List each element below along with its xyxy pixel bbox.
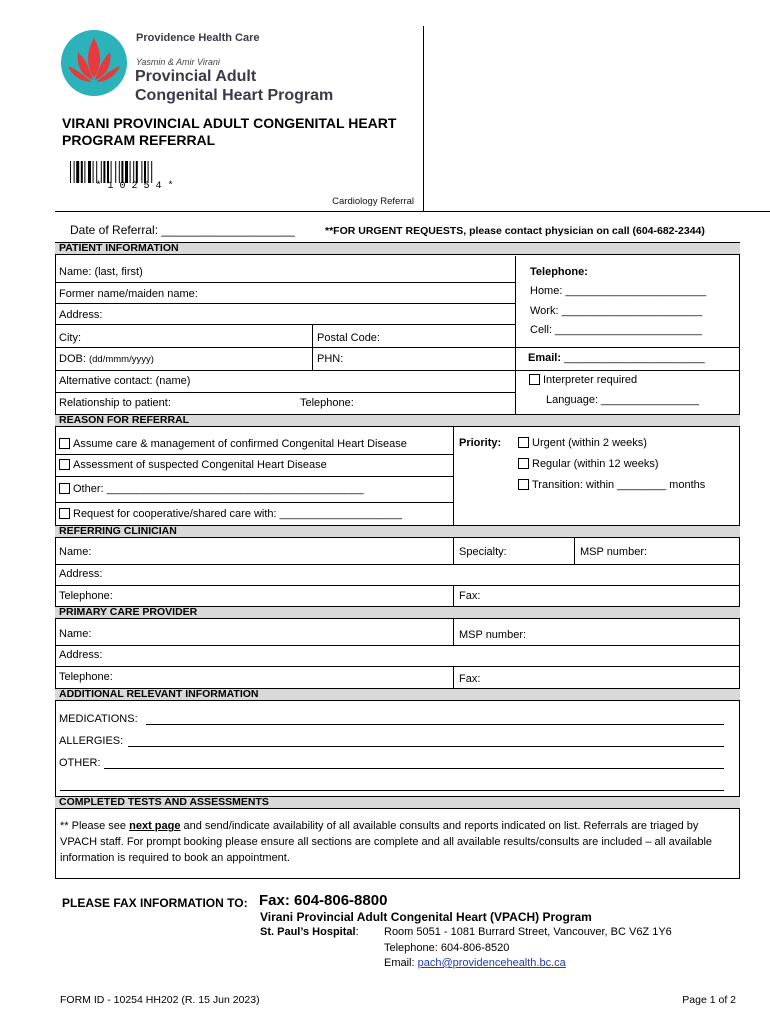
alternative-contact-field[interactable]: Alternative contact: (name)	[59, 375, 191, 387]
interpreter-required[interactable]	[529, 374, 637, 387]
other-label: Other: __________________________________________	[73, 483, 364, 495]
rule	[55, 347, 740, 348]
header-bottom-rule	[55, 211, 770, 212]
phn-field[interactable]: PHN:	[317, 353, 344, 365]
medications-line[interactable]	[146, 724, 724, 725]
referring-telephone-field[interactable]: Telephone:	[59, 590, 113, 602]
language-field[interactable]: Language: ________________	[546, 394, 699, 406]
form-id: FORM ID - 10254 HH202 (R. 15 Jun 2023)	[60, 994, 260, 1006]
rule	[453, 538, 454, 564]
assume-care-label: Assume care & management of confirmed Congenital Heart Disease	[73, 438, 407, 450]
other-reason-option[interactable]	[59, 483, 364, 496]
primary-address-field[interactable]: Address:	[59, 649, 103, 661]
other-checkbox[interactable]	[59, 483, 70, 494]
rule	[55, 502, 453, 503]
priority-regular-option[interactable]	[518, 458, 659, 471]
form-title: VIRANI PROVINCIAL ADULT CONGENITAL HEART PROGRAM REFERRAL	[62, 115, 397, 148]
priority-transition-option[interactable]	[518, 479, 705, 492]
primary-name-field[interactable]: Name:	[59, 628, 92, 640]
regular-label: Regular (within 12 weeks)	[532, 458, 659, 470]
rule	[55, 370, 740, 371]
transition-checkbox[interactable]	[518, 479, 529, 490]
rule	[55, 666, 740, 667]
assessment-checkbox[interactable]	[59, 459, 70, 470]
program-telephone: Telephone: 604-806-8520	[384, 942, 510, 954]
patient-name-field[interactable]: Name: (last, first)	[59, 266, 143, 278]
rule	[55, 454, 453, 455]
urgent-note: **FOR URGENT REQUESTS, please contact physician on call (604-682-2344)	[325, 225, 705, 237]
rule	[55, 564, 740, 565]
rule	[55, 476, 453, 477]
tests-text-1: ** Please see	[60, 820, 130, 832]
section-referring-clinician: REFERRING CLINICIAN	[55, 525, 740, 538]
barcode-text: *10254*	[95, 181, 180, 192]
interpreter-label: Interpreter required	[543, 374, 638, 386]
rule	[55, 585, 740, 586]
transition-label: Transition: within ________ months	[532, 479, 706, 491]
other-info-label: OTHER:	[59, 757, 101, 769]
rule	[55, 324, 515, 325]
org-name: Providence Health Care	[136, 32, 260, 44]
tests-instructions	[60, 818, 732, 866]
section-patient-information: PATIENT INFORMATION	[55, 242, 740, 255]
allergies-label: ALLERGIES:	[59, 735, 124, 747]
room-address: Room 5051 - 1081 Burrard Street, Vancouver, BC V6Z 1Y6	[384, 926, 672, 938]
program-full-name: Virani Provincial Adult Congenital Heart (VPACH) Program	[260, 910, 592, 924]
rule	[55, 392, 515, 393]
cell-phone-field[interactable]: Cell: ________________________	[530, 324, 702, 336]
work-phone-field[interactable]: Work: _______________________	[530, 305, 703, 317]
cooperative-label: Request for cooperative/shared care with: ____________________	[73, 508, 403, 520]
former-name-field[interactable]: Former name/maiden name:	[59, 288, 198, 300]
priority-label: Priority:	[459, 437, 502, 449]
other-info-line[interactable]	[104, 768, 724, 769]
primary-fax-field[interactable]: Fax:	[459, 673, 481, 685]
email-link[interactable]: pach@providencehealth.bc.ca	[417, 957, 566, 969]
postal-code-field[interactable]: Postal Code:	[317, 332, 380, 344]
rule	[453, 619, 454, 645]
referral-form-box	[55, 242, 740, 879]
priority-urgent-option[interactable]	[518, 437, 647, 450]
rule	[453, 585, 454, 607]
fax-prefix: PLEASE FAX INFORMATION TO:	[62, 896, 248, 910]
barcode	[70, 161, 205, 183]
allergies-line[interactable]	[128, 746, 724, 747]
city-field[interactable]: City:	[59, 332, 81, 344]
rule	[574, 538, 575, 564]
referring-fax-field[interactable]: Fax:	[459, 590, 481, 602]
rule	[453, 666, 454, 688]
hospital-line: St. Paul’s Hospital:	[260, 926, 359, 938]
email-label-footer: Email:	[384, 957, 418, 969]
dob-hint: (dd/mmm/yyyy)	[88, 354, 154, 365]
header-divider	[423, 26, 424, 211]
home-phone-field[interactable]: Home: _______________________	[530, 285, 707, 297]
rule	[55, 282, 515, 283]
rule	[55, 303, 515, 304]
relationship-field[interactable]: Relationship to patient:	[59, 397, 171, 409]
cooperative-checkbox[interactable]	[59, 508, 70, 519]
referring-msp-field[interactable]: MSP number:	[580, 546, 648, 558]
referring-address-field[interactable]: Address:	[59, 568, 103, 580]
email-field[interactable]	[528, 352, 705, 365]
alt-telephone-field[interactable]: Telephone:	[300, 397, 354, 409]
rule	[453, 427, 454, 526]
regular-checkbox[interactable]	[518, 458, 529, 469]
email-label: Email:	[528, 352, 562, 364]
referral-type: Cardiology Referral	[332, 196, 414, 207]
program-email	[384, 956, 566, 971]
cooperative-care-option[interactable]	[59, 508, 402, 521]
referring-name-field[interactable]: Name:	[59, 546, 92, 558]
next-page-link[interactable]: next page	[129, 820, 181, 832]
dob-field[interactable]	[59, 353, 154, 366]
assume-care-checkbox[interactable]	[59, 438, 70, 449]
section-primary-care-provider: PRIMARY CARE PROVIDER	[55, 606, 740, 619]
rule	[515, 256, 516, 414]
section-reason-for-referral: REASON FOR REFERRAL	[55, 414, 740, 427]
donor-name: Yasmin & Amir Virani	[136, 57, 220, 67]
date-of-referral[interactable]: Date of Referral: ____________________	[70, 223, 295, 237]
page-number: Page 1 of 2	[682, 994, 736, 1006]
specialty-field[interactable]: Specialty:	[459, 546, 507, 558]
other-info-line-2[interactable]	[60, 790, 724, 791]
telephone-heading: Telephone:	[530, 266, 588, 278]
assessment-option[interactable]	[59, 459, 327, 472]
assume-care-option[interactable]	[59, 438, 407, 451]
primary-telephone-field[interactable]: Telephone:	[59, 671, 113, 683]
program-name-line1: Provincial Adult	[135, 68, 257, 85]
dob-label: DOB:	[59, 353, 86, 365]
hospital-name: St. Paul’s Hospital	[260, 926, 356, 938]
tests-text-2: and send/indicate availability of all available consults and reports indicated on list. Referrals are triaged by VPACH staff. For prompt booking please ensure all sections are complete and all available results/consults are included – all available information is required to book an appointment.	[60, 820, 713, 864]
address-field[interactable]: Address:	[59, 309, 103, 321]
medications-label: MEDICATIONS:	[59, 713, 138, 725]
section-completed-tests: COMPLETED TESTS AND ASSESSMENTS	[55, 796, 740, 809]
email-line: _______________________	[564, 352, 705, 364]
interpreter-checkbox[interactable]	[529, 374, 540, 385]
urgent-checkbox[interactable]	[518, 437, 529, 448]
providence-logo	[60, 26, 128, 100]
section-additional-information: ADDITIONAL RELEVANT INFORMATION	[55, 688, 740, 701]
program-name-line2: Congenital Heart Program	[135, 87, 334, 104]
assessment-label: Assessment of suspected Congenital Heart Disease	[73, 459, 327, 471]
urgent-label: Urgent (within 2 weeks)	[532, 437, 647, 449]
fax-number: Fax: 604-806-8800	[259, 892, 388, 909]
rule	[55, 645, 740, 646]
primary-msp-field[interactable]: MSP number:	[459, 629, 527, 641]
